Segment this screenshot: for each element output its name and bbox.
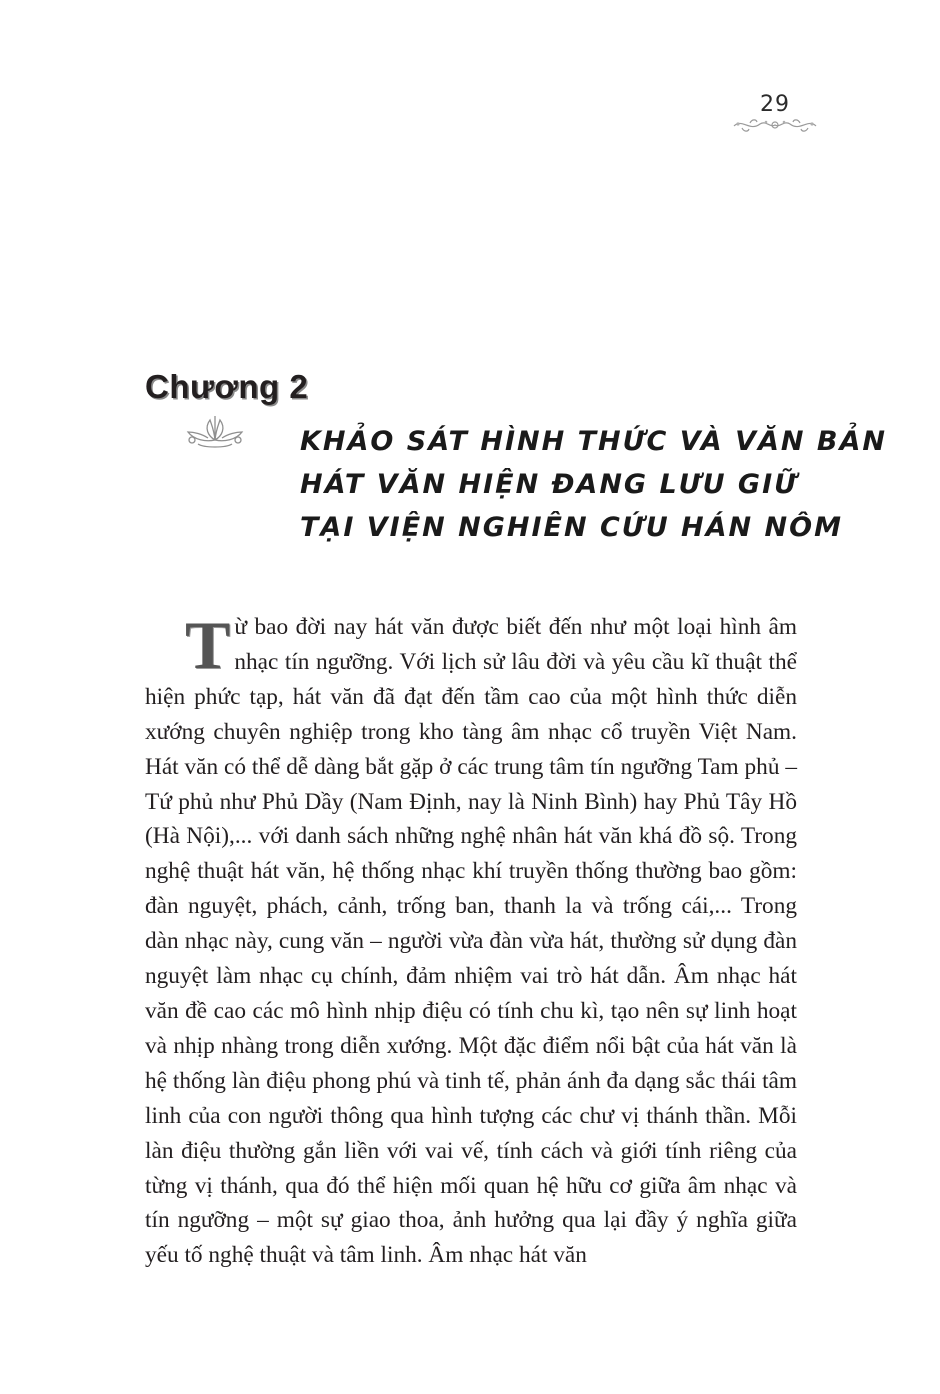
lotus-flourish-ornament-icon — [180, 410, 250, 450]
chapter-title-line-1: KHẢO SÁT HÌNH THỨC VÀ VĂN BẢN — [300, 426, 887, 457]
floral-vine-ornament-icon — [730, 114, 820, 136]
body-paragraph — [145, 607, 797, 1273]
chapter-title-line-3: TẠI VIỆN NGHIÊN CỨU HÁN NÔM — [300, 512, 843, 543]
drop-cap: T — [185, 607, 231, 683]
page-number: 29 — [760, 92, 790, 117]
chapter-title-line-2: HÁT VĂN HIỆN ĐANG LƯU GIỮ — [300, 469, 799, 500]
page-number-block — [730, 92, 820, 138]
chapter-title — [300, 420, 887, 549]
chapter-label: Chương 2 — [145, 368, 309, 405]
body-paragraph-text: ừ bao đời nay hát văn được biết đến như một loại hình âm nhạc tín ngưỡng. Với lịch sử lâu đời và yêu cầu kĩ thuật thể hiện phức tạp, hát văn đã đạt đến tầm cao của một hình thức diễn xướng chuyên nghiệp trong kho tàng âm nhạc cổ truyền Việt Nam. Hát văn có thể dễ dàng bắt gặp ở các trung tâm tín ngưỡng Tam phủ – Tứ phủ như Phủ Dầy (Nam Định, nay là Ninh Bình) hay Phủ Tây Hồ (Hà Nội),... với danh sách những nghệ nhân hát văn khá đồ sộ. Trong nghệ thuật hát văn, hệ thống nhạc khí truyền thống thường bao gồm: đàn nguyệt, phách, cảnh, trống ban, thanh la và trống cái,... Trong dàn nhạc này, cung văn – người vừa đàn vừa hát, thường sử dụng đàn nguyệt làm nhạc cụ chính, đảm nhiệm vai trò hát dẫn. Âm nhạc hát văn đề cao các mô hình nhịp điệu có tính chu kì, tạo nên sự linh hoạt và nhịp nhàng trong diễn xướng. Một đặc điểm nổi bật của hát văn là hệ thống làn điệu phong phú và tinh tế, phản ánh đa dạng sắc thái tâm linh của con người thông qua hình tượng các chư vị thánh thần. Mỗi làn điệu thường gắn liền với vai vế, tính cách và giới tính riêng của từng vị thánh, qua đó thể hiện mối quan hệ hữu cơ giữa âm nhạc và tín ngưỡng – một sự giao thoa, ảnh hưởng qua lại đầy ý nghĩa giữa yếu tố nghệ thuật và tâm linh. Âm nhạc hát văn — [145, 614, 797, 1269]
